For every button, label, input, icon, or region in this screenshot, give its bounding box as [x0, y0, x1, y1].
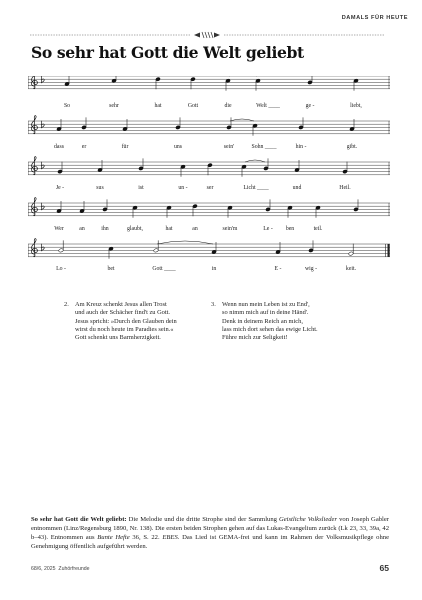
stanza-line: Jesus spricht: »Durch den Glauben dein [75, 317, 177, 325]
syllable: Licht ____ [243, 185, 269, 191]
syllable: die [224, 103, 232, 109]
staff-5 [28, 239, 390, 259]
lyrics-line-1 [28, 103, 390, 111]
syllable: Lo - [56, 266, 66, 272]
syllable: uns [173, 144, 183, 150]
syllable: Welt ____ [256, 103, 280, 109]
syllable: teil. [313, 226, 323, 232]
page-number: 65 [379, 563, 389, 573]
stanza-line: so nimm mich auf in deine Händ'. [222, 309, 309, 317]
syllable: glaubt, [127, 226, 143, 232]
syllable: an [192, 226, 198, 232]
syllable: bet [107, 266, 115, 272]
syllable: hat [154, 103, 162, 109]
syllable: Le - [263, 226, 273, 232]
syllable: an [79, 226, 85, 232]
syllable: für [121, 144, 129, 150]
syllable: ihn [101, 226, 109, 232]
source-note-title: EBES [162, 533, 178, 541]
stanza-line: Denk in deinem Reich an mich, [222, 317, 303, 325]
syllable: sein'm [222, 226, 238, 232]
magazine-name: Zuhörfreunde [58, 566, 90, 572]
syllable: E - [274, 266, 282, 272]
stanza-number: 2. [64, 301, 69, 308]
staff-4 [28, 198, 390, 218]
stanza-line: lass mich dort sehen das ewige Licht. [222, 325, 318, 333]
syllable: Heil. [339, 185, 351, 191]
syllable: sus [96, 185, 104, 191]
stanza-number: 3. [211, 301, 216, 308]
syllable: ge - [305, 103, 315, 109]
syllable: sein' [223, 144, 235, 150]
syllable: Sohn ____ [251, 144, 277, 150]
syllable: sehr [109, 103, 119, 109]
stanza-line: wirst du noch heute im Paradies sein.« [75, 325, 174, 333]
syllable: er [81, 144, 87, 150]
source-note-title: Bunte Hefte [97, 533, 130, 541]
stanza-line: Wenn nun mein Leben ist zu End', [222, 301, 310, 308]
syllable: gibt. [346, 144, 358, 150]
syllable: ser [206, 185, 214, 191]
section-label: DAMALS FÜR HEUTE [341, 15, 408, 21]
lyrics-line-3 [28, 185, 390, 193]
syllable: liebt, [350, 103, 362, 109]
stanza-line: und auch der Schächer find't zu Gott. [75, 309, 171, 317]
stanza-line: Am Kreuz schenkt Jesus allen Trost [75, 301, 167, 308]
syllable: hin - [295, 144, 307, 150]
syllable: und [292, 185, 302, 191]
syllable: ist [138, 185, 144, 191]
source-note-text: . Das Lied ist GEMA-frei und kann im Rahmen der Volksmusikpflege ohne Genehmigung öffentlich aufgeführt werden. [31, 533, 389, 550]
syllable: Wer [54, 226, 64, 232]
source-note [31, 516, 389, 552]
syllable: Gott [187, 103, 199, 109]
source-note-text: 36, S. 22. [129, 533, 163, 541]
footer-issue [31, 566, 90, 572]
source-note-text: von Joseph Gabler entnommen (Linz/Regensburg 1890, Nr. 138). Die ersten beiden Strophen gehen auf das Lukas-Evangelium zurück (Lk 23, 33, 39a, 42 b–43). Entnommen aus [31, 516, 389, 541]
syllable: Je - [55, 185, 65, 191]
staff-3 [28, 157, 390, 177]
source-note-lead: So sehr hat Gott die Welt geliebt: [31, 516, 127, 523]
stanza-line: Führe mich zur Seligkeit! [222, 334, 288, 342]
syllable: keit. [345, 266, 357, 272]
lyrics-line-4 [28, 226, 390, 234]
issue-number: 68/6, 2025 [31, 566, 56, 572]
syllable: in [211, 266, 217, 272]
syllable: So [63, 103, 71, 109]
song-title: So sehr hat Gott die Welt geliebt [31, 43, 304, 62]
syllable: hat [165, 226, 173, 232]
syllable: ben [285, 226, 295, 232]
lyrics-line-2 [28, 144, 390, 152]
staff-2 [28, 116, 390, 136]
staff-1 [28, 76, 390, 91]
source-note-text: Die Melodie und die dritte Strophe sind der Sammlung [126, 516, 279, 523]
lyrics-line-5 [28, 266, 390, 274]
syllable: dass [54, 144, 64, 150]
header-ornament [30, 31, 384, 39]
syllable: Gott ____ [152, 266, 176, 272]
stanza-line: Gott schenkt uns Barmherzigkeit. [75, 334, 161, 342]
source-note-title: Geistliche Volkslieder [278, 516, 338, 523]
syllable: un - [178, 185, 188, 191]
syllable: wig - [304, 266, 318, 272]
